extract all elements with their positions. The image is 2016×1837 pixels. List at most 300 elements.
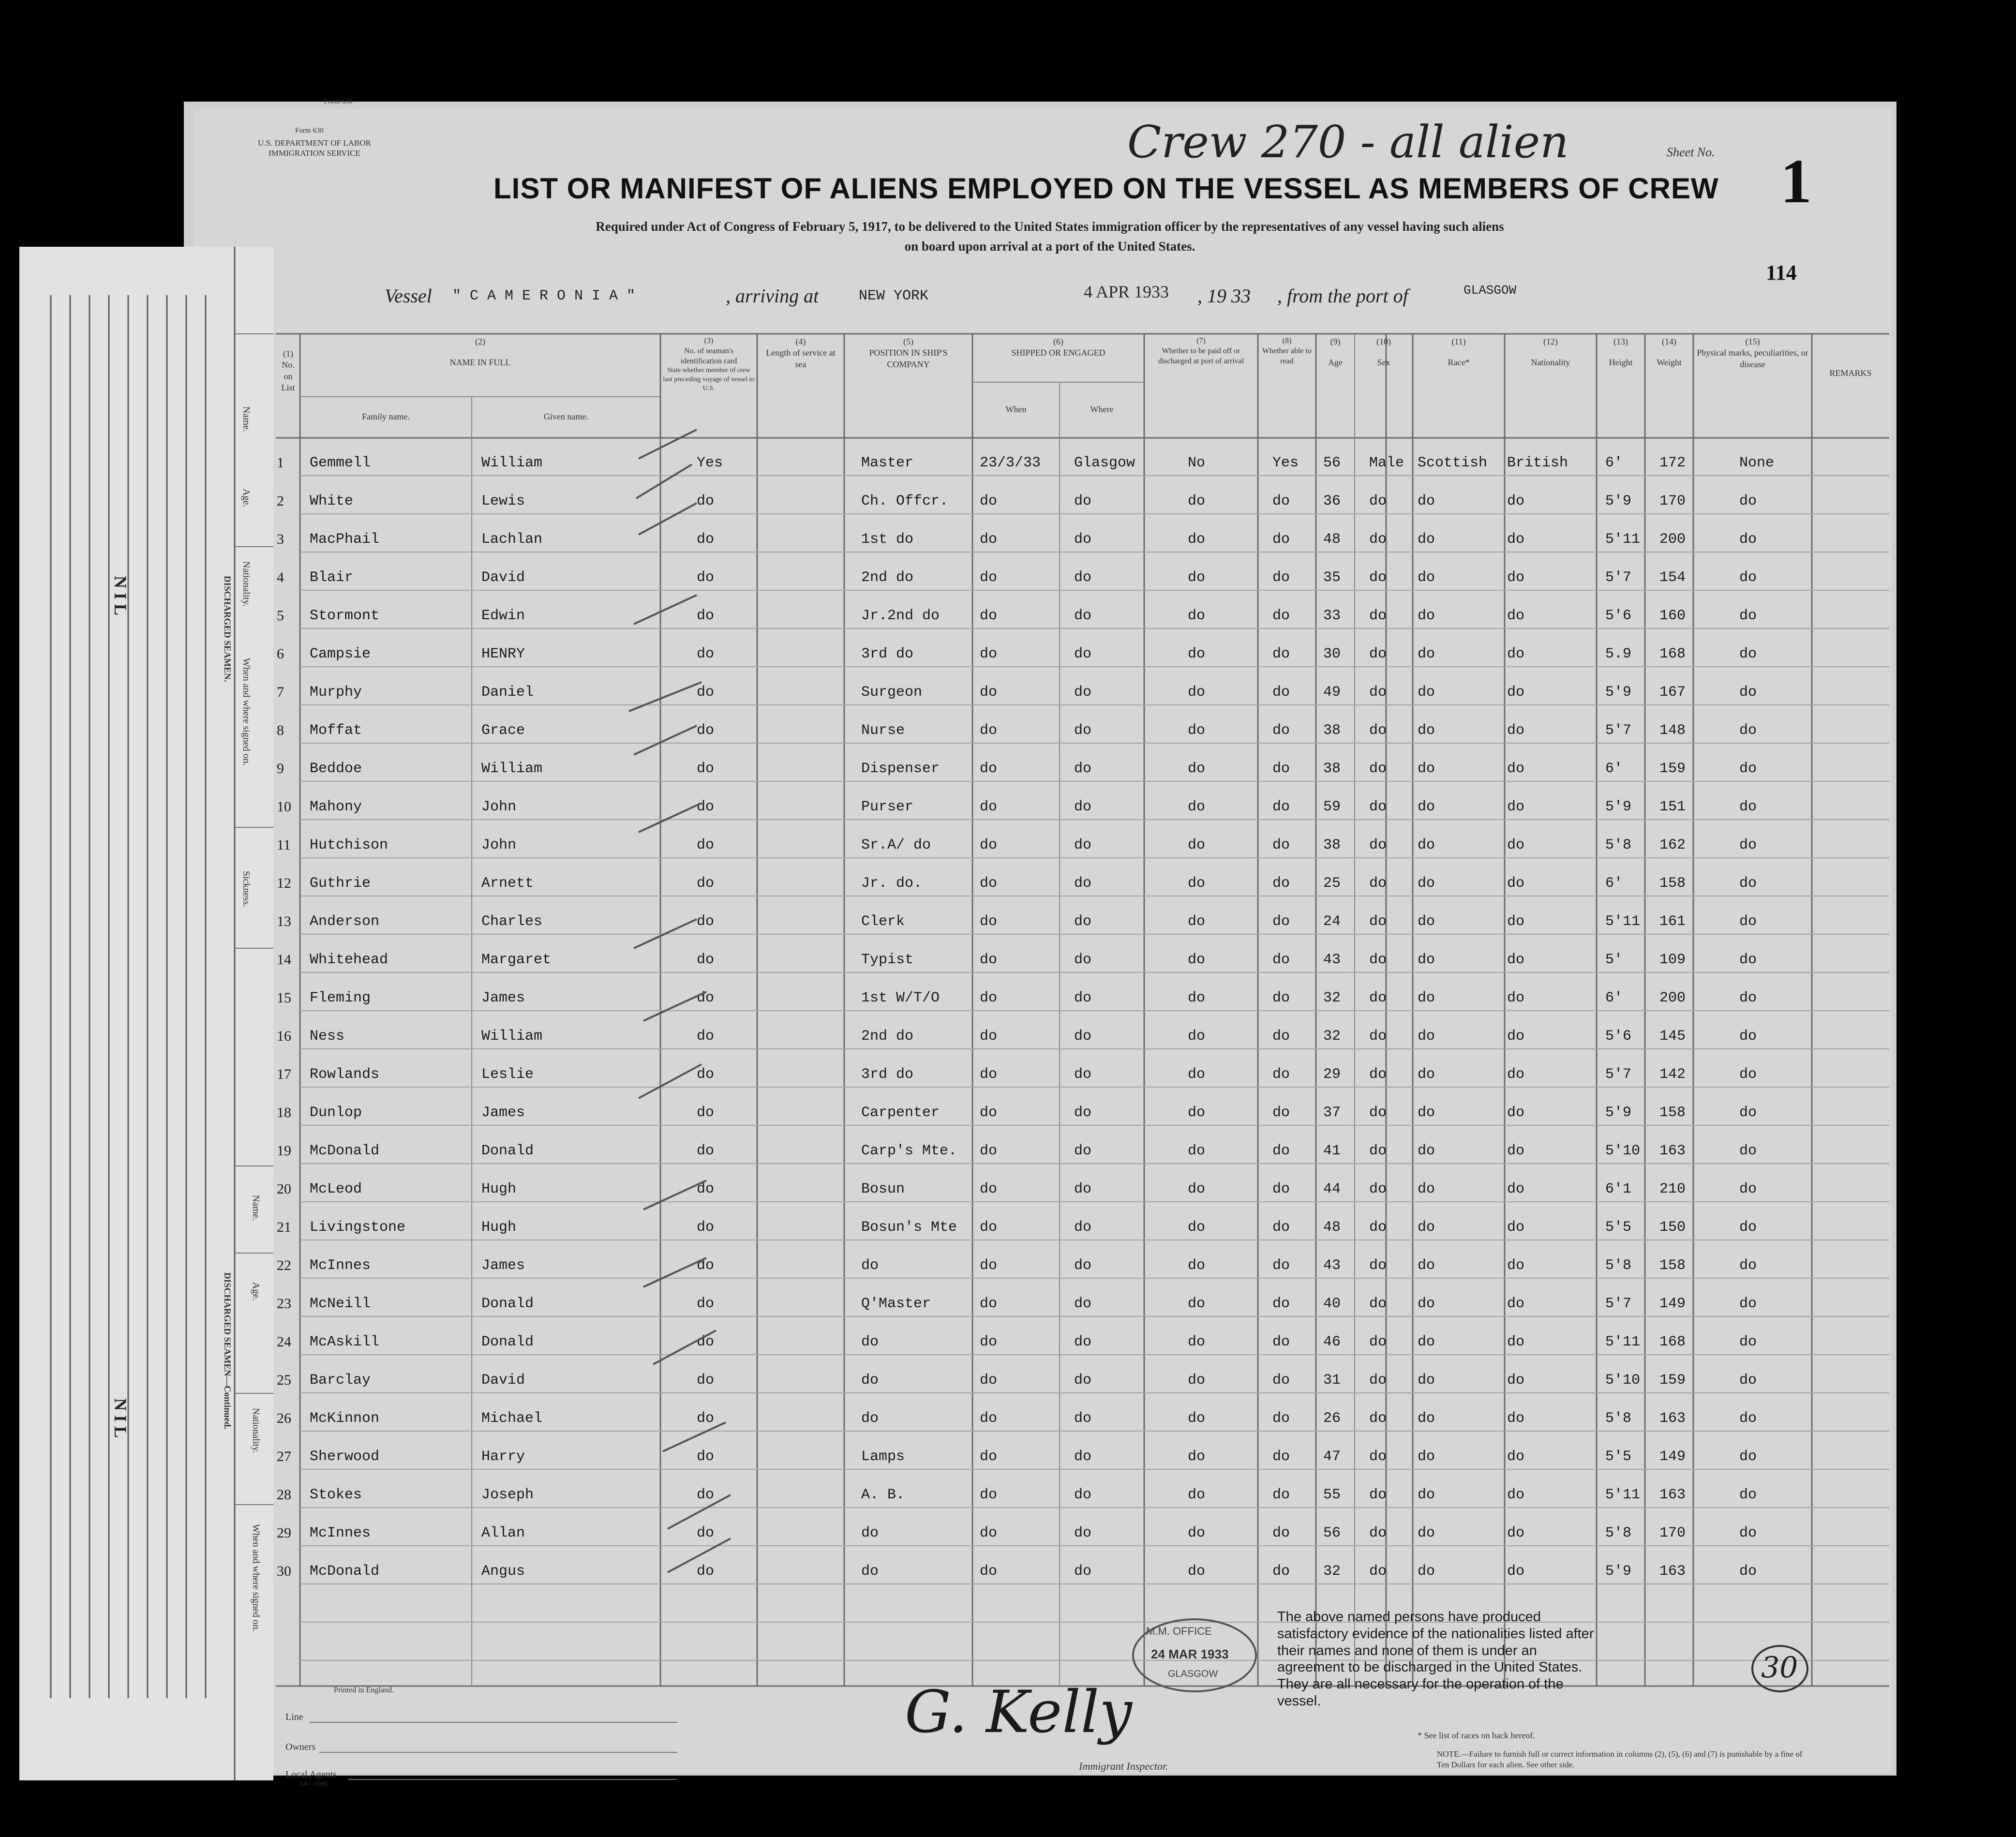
- cell-prev: do: [697, 1525, 715, 1541]
- cell-race: do: [1418, 1487, 1435, 1503]
- row-number: 10: [277, 799, 291, 815]
- cell-age: 38: [1323, 722, 1341, 739]
- vessel-name: " C A M E R O N I A ": [452, 288, 636, 304]
- cell-read: do: [1272, 875, 1290, 892]
- cell-pos: Dispenser: [861, 761, 940, 777]
- footer-code: 14—1580: [300, 1780, 327, 1788]
- cell-where: do: [1074, 1143, 1092, 1159]
- cell-when: do: [980, 1563, 998, 1580]
- column-header-shipped: (6) SHIPPED OR ENGAGED: [1011, 337, 1105, 358]
- cell-age: 38: [1323, 837, 1341, 853]
- cell-where: do: [1074, 1334, 1092, 1350]
- cell-paid: do: [1188, 1066, 1206, 1083]
- cell-race: do: [1418, 1028, 1435, 1045]
- cell-where: do: [1074, 1028, 1092, 1045]
- cell-weight: 148: [1659, 722, 1686, 739]
- cell-where: do: [1074, 1487, 1092, 1503]
- cell-sex: do: [1369, 569, 1387, 586]
- crew-handwritten-note: Crew 270 - all alien: [1127, 116, 1569, 168]
- cell-pos: do: [861, 1410, 879, 1427]
- cell-paid: do: [1188, 1487, 1206, 1503]
- certification-statement: The above named persons have produced satisfactory evidence of the nationalities listed after their names and none of them is under an agreement to be discharged in the United States. They are all necessary for the operation of the vessel.: [1277, 1609, 1594, 1709]
- row-number: 24: [277, 1334, 291, 1350]
- cell-when: do: [980, 1066, 998, 1083]
- cell-nat: do: [1507, 799, 1525, 815]
- row-number: 7: [277, 684, 284, 700]
- cell-nat: do: [1507, 531, 1525, 548]
- cell-sex: do: [1369, 837, 1387, 853]
- cell-nat: do: [1507, 684, 1525, 701]
- cell-age: 47: [1323, 1449, 1341, 1465]
- cell-marks: do: [1739, 913, 1757, 930]
- cell-age: 24: [1323, 913, 1341, 930]
- cell-paid: do: [1188, 531, 1206, 548]
- cell-race: do: [1418, 1334, 1435, 1350]
- cell-marks: do: [1739, 1525, 1757, 1541]
- cell-age: 29: [1323, 1066, 1341, 1083]
- cell-pos: Surgeon: [861, 684, 923, 701]
- cell-age: 48: [1323, 1219, 1341, 1236]
- cell-family: Barclay: [310, 1372, 371, 1389]
- cell-weight: 154: [1659, 569, 1686, 586]
- sheet-number: 1: [1780, 147, 1812, 216]
- cell-sex: do: [1369, 608, 1387, 624]
- cell-marks: None: [1739, 455, 1775, 471]
- column-header-height: (13) Height: [1609, 337, 1633, 368]
- cell-paid: do: [1188, 1181, 1206, 1197]
- cell-nat: British: [1507, 455, 1568, 471]
- cell-weight: 149: [1659, 1449, 1686, 1465]
- row-number: 16: [277, 1028, 291, 1044]
- cell-given: Hugh: [481, 1181, 517, 1197]
- cell-given: William: [481, 761, 543, 777]
- column-header-physical-marks: (15) Physical marks, peculiarities, or disease: [1697, 337, 1808, 369]
- cell-pos: do: [861, 1372, 879, 1389]
- cell-nat: do: [1507, 1525, 1525, 1541]
- cell-read: do: [1272, 684, 1290, 701]
- column-header-sex: (10) Sex: [1376, 337, 1391, 368]
- cell-height: 5'9: [1605, 493, 1632, 509]
- cell-race: do: [1418, 646, 1435, 662]
- row-number: 19: [277, 1143, 291, 1159]
- cell-when: do: [980, 608, 998, 624]
- cell-when: do: [980, 1449, 998, 1465]
- cell-prev: do: [697, 722, 715, 739]
- cell-pos: Nurse: [861, 722, 905, 739]
- row-number: 17: [277, 1066, 291, 1082]
- row-number: 2: [277, 493, 284, 509]
- arrival-port: NEW YORK: [859, 288, 929, 304]
- cell-pos: A. B.: [861, 1487, 905, 1503]
- cell-marks: do: [1739, 1372, 1757, 1389]
- cell-height: 5'8: [1605, 837, 1632, 853]
- cell-family: MacPhail: [310, 531, 380, 548]
- cell-given: Lachlan: [481, 531, 543, 548]
- footer-agents-label: Local Agents: [285, 1769, 337, 1780]
- cell-prev: do: [697, 1372, 715, 1389]
- cell-read: do: [1272, 722, 1290, 739]
- cell-sex: do: [1369, 1372, 1387, 1389]
- cell-height: 5'9: [1605, 1105, 1632, 1121]
- cell-paid: do: [1188, 1219, 1206, 1236]
- cell-nat: do: [1507, 569, 1525, 586]
- cell-sex: do: [1369, 1219, 1387, 1236]
- cell-prev: do: [697, 952, 715, 968]
- fold-col-signed-2: When and where signed on.: [251, 1524, 261, 1632]
- row-number: 30: [277, 1563, 291, 1579]
- cell-marks: do: [1739, 646, 1757, 662]
- cell-given: David: [481, 569, 525, 586]
- row-number: 5: [277, 608, 284, 624]
- cell-read: Yes: [1272, 455, 1299, 471]
- cell-read: do: [1272, 1105, 1290, 1121]
- inspector-label: Immigrant Inspector.: [1079, 1760, 1168, 1772]
- cell-when: do: [980, 799, 998, 815]
- cell-where: do: [1074, 875, 1092, 892]
- row-number: 26: [277, 1410, 291, 1426]
- cell-nat: do: [1507, 1410, 1525, 1427]
- form-number-top: Form 630: [324, 98, 353, 105]
- column-header-name: (2) NAME IN FULL: [449, 337, 511, 368]
- cell-sex: do: [1369, 1066, 1387, 1083]
- cell-weight: 150: [1659, 1219, 1686, 1236]
- cell-family: Moffat: [310, 722, 362, 739]
- cell-given: James: [481, 990, 525, 1006]
- cell-when: do: [980, 1028, 998, 1045]
- cell-given: Arnett: [481, 875, 534, 892]
- cell-height: 5'7: [1605, 722, 1632, 739]
- cell-pos: do: [861, 1257, 879, 1274]
- cell-given: Daniel: [481, 684, 534, 701]
- cell-family: Rowlands: [310, 1066, 380, 1083]
- cell-pos: 2nd do: [861, 569, 914, 586]
- cell-marks: do: [1739, 569, 1757, 586]
- cell-age: 37: [1323, 1105, 1341, 1121]
- cell-age: 49: [1323, 684, 1341, 701]
- column-header-given-name: Given name.: [544, 412, 588, 421]
- cell-pos: 1st do: [861, 531, 914, 548]
- arriving-label: , arriving at: [726, 285, 819, 307]
- cell-age: 43: [1323, 952, 1341, 968]
- cell-where: do: [1074, 1181, 1092, 1197]
- column-header-remarks: REMARKS: [1829, 368, 1872, 378]
- cell-prev: do: [697, 1410, 715, 1427]
- cell-sex: do: [1369, 493, 1387, 509]
- cell-family: McNeill: [310, 1296, 371, 1312]
- cell-where: do: [1074, 1410, 1092, 1427]
- fold-nil-bottom: N I L: [111, 1398, 130, 1438]
- cell-read: do: [1272, 608, 1290, 624]
- cell-race: do: [1418, 493, 1435, 509]
- cell-weight: 163: [1659, 1487, 1686, 1503]
- cell-age: 32: [1323, 1563, 1341, 1580]
- cell-race: do: [1418, 1296, 1435, 1312]
- row-number: 21: [277, 1219, 291, 1235]
- cell-marks: do: [1739, 761, 1757, 777]
- cell-read: do: [1272, 952, 1290, 968]
- races-footnote: * See list of races on back hereof.: [1418, 1731, 1535, 1740]
- cell-sex: do: [1369, 1105, 1387, 1121]
- cell-nat: do: [1507, 761, 1525, 777]
- cell-where: do: [1074, 608, 1092, 624]
- cell-where: do: [1074, 1296, 1092, 1312]
- cell-height: 5'5: [1605, 1449, 1632, 1465]
- fold-col-age: Age.: [241, 489, 252, 508]
- cell-family: Livingstone: [310, 1219, 406, 1236]
- cell-given: Leslie: [481, 1066, 534, 1083]
- cell-prev: do: [697, 569, 715, 586]
- cell-height: 5'7: [1605, 569, 1632, 586]
- cell-height: 5'7: [1605, 1066, 1632, 1083]
- cell-weight: 167: [1659, 684, 1686, 701]
- row-number: 27: [277, 1449, 291, 1464]
- cell-paid: do: [1188, 493, 1206, 509]
- row-number: 1: [277, 455, 284, 471]
- cell-read: do: [1272, 493, 1290, 509]
- cell-given: Donald: [481, 1296, 534, 1312]
- cell-nat: do: [1507, 1257, 1525, 1274]
- cell-age: 26: [1323, 1410, 1341, 1427]
- cell-prev: do: [697, 1066, 715, 1083]
- cell-weight: 210: [1659, 1181, 1686, 1197]
- fold-col-sickness: Sickness.: [241, 871, 252, 907]
- cell-height: 5'9: [1605, 1563, 1632, 1580]
- cell-where: do: [1074, 913, 1092, 930]
- cell-marks: do: [1739, 1563, 1757, 1580]
- cell-race: do: [1418, 837, 1435, 853]
- footer-line-label: Line: [285, 1712, 303, 1722]
- fold-col-age-2: Age.: [251, 1282, 261, 1301]
- cell-race: do: [1418, 1449, 1435, 1465]
- cell-weight: 161: [1659, 913, 1686, 930]
- column-header-list-no: (1) No. on List: [281, 349, 295, 393]
- cell-prev: do: [697, 608, 715, 624]
- cell-prev: do: [697, 1143, 715, 1159]
- fold-col-nationality-2: Nationality.: [251, 1408, 261, 1453]
- cell-pos: Jr. do.: [861, 875, 923, 892]
- cell-pos: Purser: [861, 799, 914, 815]
- cell-pos: do: [861, 1525, 879, 1541]
- cell-family: Gemmell: [310, 455, 371, 471]
- cell-given: John: [481, 799, 517, 815]
- cell-given: James: [481, 1257, 525, 1274]
- footer-owners-label: Owners: [285, 1742, 316, 1752]
- cell-paid: do: [1188, 646, 1206, 662]
- row-number: 13: [277, 913, 291, 929]
- cell-pos: Jr.2nd do: [861, 608, 940, 624]
- row-number: 18: [277, 1105, 291, 1120]
- cell-family: White: [310, 493, 354, 509]
- cell-age: 55: [1323, 1487, 1341, 1503]
- cell-where: do: [1074, 761, 1092, 777]
- cell-age: 43: [1323, 1257, 1341, 1274]
- cell-weight: 158: [1659, 1105, 1686, 1121]
- cell-height: 5.9: [1605, 646, 1632, 662]
- cell-weight: 158: [1659, 1257, 1686, 1274]
- row-number: 22: [277, 1257, 291, 1273]
- cell-when: do: [980, 569, 998, 586]
- cell-pos: 2nd do: [861, 1028, 914, 1045]
- cell-pos: do: [861, 1563, 879, 1580]
- stamp-line-3: GLASGOW: [1168, 1669, 1218, 1679]
- cell-given: William: [481, 1028, 543, 1045]
- cell-family: Sherwood: [310, 1449, 380, 1465]
- cell-marks: do: [1739, 1410, 1757, 1427]
- cell-height: 5': [1605, 952, 1623, 968]
- cell-prev: do: [697, 875, 715, 892]
- cell-prev: do: [697, 1028, 715, 1045]
- cell-height: 6': [1605, 455, 1623, 471]
- row-number: 8: [277, 722, 284, 738]
- cell-race: do: [1418, 1372, 1435, 1389]
- cell-paid: do: [1188, 875, 1206, 892]
- cell-marks: do: [1739, 1143, 1757, 1159]
- cell-pos: Lamps: [861, 1449, 905, 1465]
- sheet-label: Sheet No.: [1667, 145, 1715, 159]
- cell-read: do: [1272, 1257, 1290, 1274]
- cell-marks: do: [1739, 1105, 1757, 1121]
- cell-given: Donald: [481, 1143, 534, 1159]
- cell-sex: do: [1369, 799, 1387, 815]
- cell-pos: Sr.A/ do: [861, 837, 931, 853]
- cell-given: Charles: [481, 913, 543, 930]
- cell-weight: 142: [1659, 1066, 1686, 1083]
- cell-marks: do: [1739, 1449, 1757, 1465]
- cell-marks: do: [1739, 799, 1757, 815]
- from-label: , from the port of: [1277, 285, 1408, 307]
- cell-prev: do: [697, 1219, 715, 1236]
- cell-sex: do: [1369, 1487, 1387, 1503]
- cell-nat: do: [1507, 1181, 1525, 1197]
- cell-sex: do: [1369, 1525, 1387, 1541]
- cell-weight: 168: [1659, 1334, 1686, 1350]
- cell-sex: do: [1369, 1143, 1387, 1159]
- row-number: 14: [277, 952, 291, 968]
- cell-nat: do: [1507, 1372, 1525, 1389]
- cell-nat: do: [1507, 1563, 1525, 1580]
- cell-age: 46: [1323, 1334, 1341, 1350]
- cell-pos: 3rd do: [861, 646, 914, 662]
- cell-prev: do: [697, 837, 715, 853]
- cell-pos: Bosun's Mte: [861, 1219, 957, 1236]
- cell-given: Harry: [481, 1449, 525, 1465]
- cell-height: 5'11: [1605, 531, 1641, 548]
- cell-age: 56: [1323, 1525, 1341, 1541]
- cell-family: McAskill: [310, 1334, 380, 1350]
- cell-height: 5'6: [1605, 1028, 1632, 1045]
- cell-family: McDonald: [310, 1143, 380, 1159]
- cell-marks: do: [1739, 722, 1757, 739]
- cell-nat: do: [1507, 608, 1525, 624]
- cell-height: 5'9: [1605, 684, 1632, 701]
- fold-col-signed: When and where signed on.: [241, 658, 252, 766]
- cell-where: do: [1074, 1449, 1092, 1465]
- cell-height: 5'7: [1605, 1296, 1632, 1312]
- cell-read: do: [1272, 1334, 1290, 1350]
- cell-race: do: [1418, 913, 1435, 930]
- manifest-number: 114: [1766, 261, 1797, 284]
- cell-when: 23/3/33: [980, 455, 1041, 471]
- cell-given: James: [481, 1105, 525, 1121]
- cell-prev: Yes: [697, 455, 723, 471]
- column-header-id-card: (3) No. of seaman's identification card State whether member of crew last preceding voyage of vessel to U.S.: [663, 337, 755, 392]
- row-number: 11: [277, 837, 291, 853]
- column-header-family-name: Family name.: [362, 412, 410, 421]
- cell-nat: do: [1507, 837, 1525, 853]
- cell-age: 31: [1323, 1372, 1341, 1389]
- cell-marks: do: [1739, 1219, 1757, 1236]
- cell-nat: do: [1507, 646, 1525, 662]
- cell-sex: do: [1369, 1449, 1387, 1465]
- cell-marks: do: [1739, 1181, 1757, 1197]
- cell-family: Stormont: [310, 608, 380, 624]
- cell-nat: do: [1507, 1143, 1525, 1159]
- cell-sex: do: [1369, 952, 1387, 968]
- cell-sex: Male: [1369, 455, 1404, 471]
- inspector-signature: G. Kelly: [905, 1679, 1132, 1746]
- cell-weight: 149: [1659, 1296, 1686, 1312]
- cell-nat: do: [1507, 913, 1525, 930]
- cell-weight: 145: [1659, 1028, 1686, 1045]
- cell-height: 5'5: [1605, 1219, 1632, 1236]
- column-header-nationality: (12) Nationality: [1531, 337, 1570, 368]
- cell-paid: do: [1188, 913, 1206, 930]
- cell-where: do: [1074, 646, 1092, 662]
- cell-given: Grace: [481, 722, 525, 739]
- cell-when: do: [980, 1372, 998, 1389]
- cell-prev: do: [697, 646, 715, 662]
- cell-paid: No: [1188, 455, 1206, 471]
- cell-pos: Ch. Offcr.: [861, 493, 949, 509]
- cell-age: 25: [1323, 875, 1341, 892]
- cell-age: 32: [1323, 990, 1341, 1006]
- year: , 19 33: [1197, 285, 1251, 307]
- arrival-date-stamp: 4 APR 1933: [1084, 282, 1169, 301]
- cell-pos: do: [861, 1334, 879, 1350]
- cell-weight: 159: [1659, 761, 1686, 777]
- fold-grid: [19, 247, 273, 1780]
- cell-height: 6': [1605, 875, 1623, 892]
- cell-when: do: [980, 493, 998, 509]
- cell-read: do: [1272, 1372, 1290, 1389]
- cell-where: do: [1074, 1563, 1092, 1580]
- column-header-weight: (14) Weight: [1657, 337, 1682, 368]
- cell-race: do: [1418, 1105, 1435, 1121]
- cell-where: do: [1074, 1372, 1092, 1389]
- cell-marks: do: [1739, 990, 1757, 1006]
- cell-race: do: [1418, 569, 1435, 586]
- column-header-position: (5) POSITION IN SHIP'S COMPANY: [869, 337, 948, 369]
- service-name: IMMIGRATION SERVICE: [269, 149, 360, 158]
- fold-col-name: Name.: [241, 406, 252, 432]
- cell-family: Fleming: [310, 990, 371, 1006]
- cell-nat: do: [1507, 875, 1525, 892]
- cell-race: do: [1418, 990, 1435, 1006]
- cell-pos: 1st W/T/O: [861, 990, 940, 1006]
- column-header-race: (11) Race*: [1448, 337, 1470, 368]
- cell-height: 5'11: [1605, 1487, 1641, 1503]
- cell-read: do: [1272, 1296, 1290, 1312]
- cell-race: do: [1418, 1143, 1435, 1159]
- cell-family: McInnes: [310, 1257, 371, 1274]
- page-count: 30: [1761, 1651, 1798, 1685]
- cell-where: do: [1074, 1257, 1092, 1274]
- cell-family: Mahony: [310, 799, 362, 815]
- cell-paid: do: [1188, 799, 1206, 815]
- cell-age: 48: [1323, 531, 1341, 548]
- cell-age: 32: [1323, 1028, 1341, 1045]
- cell-when: do: [980, 837, 998, 853]
